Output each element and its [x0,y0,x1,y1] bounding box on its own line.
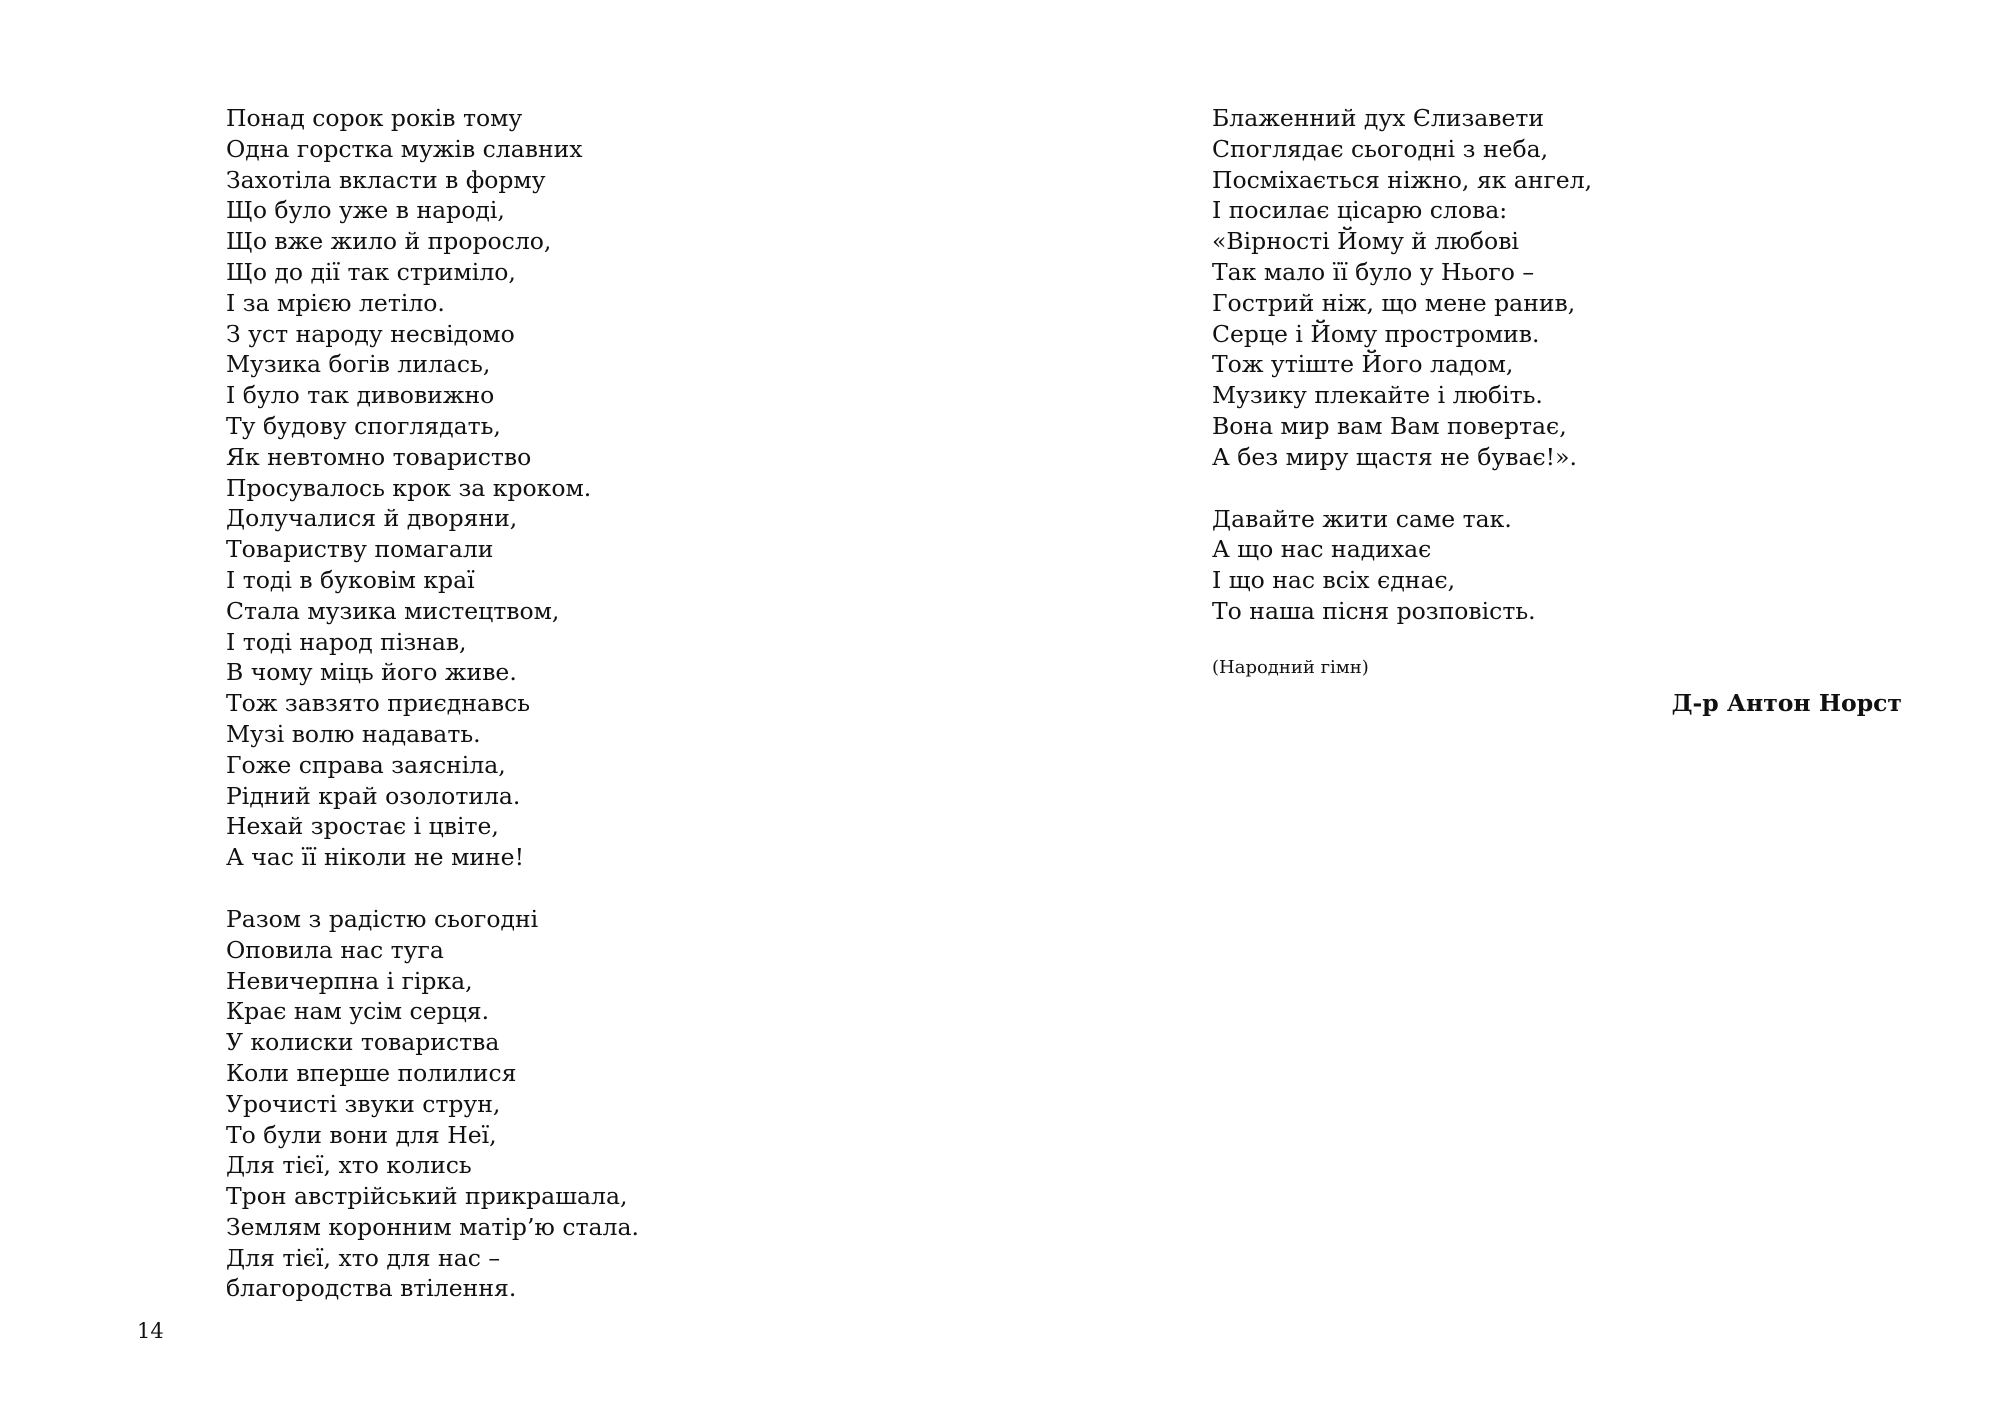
poem-line: Вона мир вам Вам повертає, [1212,411,1567,440]
poem-line: Коли вперше полилися [226,1058,517,1087]
poem-line: Що було уже в народі, [226,196,505,225]
poem-line: З уст народу несвідомо [226,319,515,348]
poem-line: «Вірності Йому й любові [1212,227,1519,256]
poem-line: Трон австрійський прикрашала, [226,1182,628,1211]
poem-left-column [226,103,906,1335]
poem-line: Що вже жило й проросло, [226,227,552,256]
stanza-4 [1212,504,1912,627]
poem-line: То наша пісня розповість. [1212,596,1536,625]
stanza-1 [226,103,906,873]
poem-line: А що нас надихає [1212,535,1432,564]
poem-line: Разом з радістю сьогодні [226,904,539,933]
poem-line: Нехай зростає і цвіте, [226,812,499,841]
poem-line: Що до дії так стриміло, [226,257,516,286]
poem-line: А без миру щастя не буває!». [1212,442,1577,471]
source-note: (Народний гімн) [1212,656,1369,678]
poem-line: Стала музика мистецтвом, [226,596,560,625]
poem-line: В чому міць його живе. [226,658,517,687]
poem-right-column [1212,103,1912,719]
author-signature: Д-р Антон Норст [1671,688,1902,717]
stanza-2 [226,904,906,1304]
poem-line: Урочисті звуки струн, [226,1089,501,1118]
poem-line: Серце і Йому простромив. [1212,319,1540,348]
poem-line: І тоді народ пізнав, [226,627,467,656]
poem-line: благородства втілення. [226,1274,517,1303]
poem-line: Як невтомно товариство [226,442,532,471]
poem-line: Посміхається ніжно, як ангел, [1212,165,1593,194]
poem-line: Музі волю надавать. [226,719,481,748]
poem-line: Гоже справа заясніла, [226,750,506,779]
poem-line: Споглядає сьогодні з неба, [1212,134,1549,163]
poem-line: Рідний край озолотила. [226,781,521,810]
poem-line: Невичерпна і гірка, [226,966,473,995]
poem-line: І посилає цісарю слова: [1212,196,1508,225]
poem-line: Долучалися й дворяни, [226,504,518,533]
poem-line: Музику плекайте і любіть. [1212,381,1543,410]
poem-line: Тож завзято приєднавсь [226,689,531,718]
poem-line: І що нас всіх єднає, [1212,566,1456,595]
poem-line: Тож утіште Його ладом, [1212,350,1514,379]
poem-line: Землям коронним матір’ю стала. [226,1212,639,1241]
poem-line: Для тієї, хто для нас – [226,1243,501,1272]
poem-line: Крає нам усім серця. [226,997,490,1026]
poem-line: Одна горстка мужів славних [226,134,583,163]
poem-line: Захотіла вкласти в форму [226,165,546,194]
poem-line: У колиски товариства [226,1028,500,1057]
poem-line: А час її ніколи не мине! [226,843,525,872]
poem-line: Так мало її було у Нього – [1212,257,1535,286]
stanza-3 [1212,103,1912,473]
poem-line: Давайте жити саме так. [1212,504,1512,533]
poem-line: Блаженний дух Єлизавети [1212,104,1545,132]
poem-line: І тоді в буковім краї [226,565,475,594]
poem-line: Ту будову споглядать, [226,411,501,440]
page-number: 14 [137,1319,164,1343]
poem-line: Товариству помагали [226,535,494,564]
poem-line: І було так дивовижно [226,381,495,410]
poem-line: Для тієї, хто колись [226,1151,472,1180]
poem-line: Понад сорок років тому [226,104,523,132]
poem-line: Гострий ніж, що мене ранив, [1212,288,1576,317]
poem-line: Просувалось крок за кроком. [226,473,592,502]
poem-line: І за мрією летіло. [226,288,445,317]
poem-line: Музика богів лилась, [226,350,491,379]
poem-line: Оповила нас туга [226,935,444,964]
poem-line: То були вони для Неї, [226,1120,497,1149]
